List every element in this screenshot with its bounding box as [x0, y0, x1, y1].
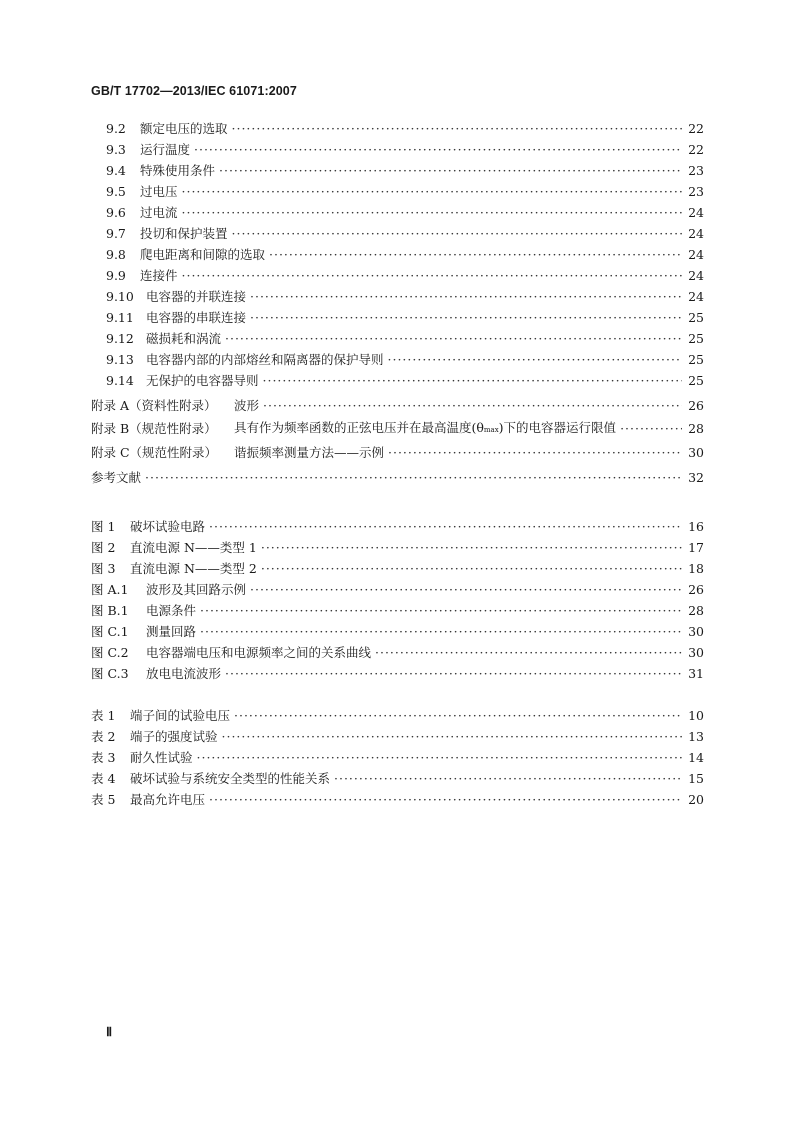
toc-entry-page: 26 [688, 398, 704, 413]
toc-entry-number: 9.10 [106, 289, 134, 304]
toc-entry-number: 9.11 [106, 310, 134, 325]
toc-leader-dots [222, 726, 682, 747]
toc-entry-figure[interactable] [0, 558, 794, 579]
toc-entry-annex[interactable] [0, 395, 794, 416]
toc-entry-number: 表 2 [91, 729, 116, 744]
toc-entry-number: 9.13 [106, 352, 134, 367]
toc-leader-dots [232, 223, 682, 244]
page-number-footer: Ⅱ [106, 1025, 113, 1039]
toc-entry-number: 图 1 [91, 519, 116, 534]
toc-entry-page: 24 [688, 226, 704, 241]
toc-entry-number: 图 B.1 [91, 603, 129, 618]
toc-leader-dots [250, 307, 682, 328]
toc-entry-number: 图 3 [91, 561, 116, 576]
toc-leader-dots [261, 537, 682, 558]
toc-leader-dots [209, 789, 682, 810]
toc-entry-number: 9.3 [106, 142, 126, 157]
toc-entry-number: 图 C.1 [91, 624, 129, 639]
toc-entry-title: 破坏试验与系统安全类型的性能关系 [130, 771, 331, 786]
toc-entry-number: 9.12 [106, 331, 134, 346]
toc-leader-dots [388, 442, 682, 463]
toc-entry-table[interactable] [0, 789, 794, 810]
toc-entry-page: 30 [688, 445, 704, 460]
toc-entry-number: 附录 C（规范性附录） [91, 445, 218, 460]
toc-entry-annex[interactable] [0, 418, 794, 439]
toc-entry-figure[interactable] [0, 600, 794, 621]
toc-entry-title: 电容器的串联连接 [146, 310, 247, 325]
toc-entry-page: 30 [688, 645, 704, 660]
toc-entry-title: 过电压 [140, 184, 178, 199]
toc-entry-page: 10 [688, 708, 704, 723]
toc-entry[interactable] [0, 160, 794, 181]
toc-leader-dots [225, 328, 682, 349]
toc-entry-page: 13 [688, 729, 704, 744]
toc-entry-number: 9.9 [106, 268, 126, 283]
toc-entry-page: 20 [688, 792, 704, 807]
toc-leader-dots [182, 181, 682, 202]
toc-entry-number: 9.14 [106, 373, 134, 388]
toc-entry-page: 22 [688, 121, 704, 136]
toc-leader-dots [269, 244, 682, 265]
toc-leader-dots [250, 286, 682, 307]
toc-entry-number: 附录 A（资料性附录） [91, 398, 217, 413]
toc-entry-title: 特殊使用条件 [140, 163, 216, 178]
toc-entry-number: 图 2 [91, 540, 116, 555]
toc-entry-title: 耐久性试验 [130, 750, 193, 765]
toc-entry-title: 端子间的试验电压 [130, 708, 231, 723]
toc-leader-dots [145, 467, 682, 488]
toc-entry-number: 附录 B（规范性附录） [91, 421, 217, 436]
toc-entry-number: 9.6 [106, 205, 126, 220]
toc-entry-annex[interactable] [0, 442, 794, 463]
toc-entry[interactable] [0, 328, 794, 349]
toc-entry-title: 电容器的并联连接 [146, 289, 247, 304]
toc-leader-dots [232, 118, 682, 139]
toc-entry-page: 30 [688, 624, 704, 639]
toc-entry[interactable] [0, 118, 794, 139]
toc-leader-dots [261, 558, 682, 579]
toc-leader-dots [182, 202, 682, 223]
toc-entry-number: 表 4 [91, 771, 116, 786]
toc-entry-page: 16 [688, 519, 704, 534]
toc-entry-page: 25 [688, 373, 704, 388]
toc-entry-figure[interactable] [0, 621, 794, 642]
toc-entry-number: 表 3 [91, 750, 116, 765]
toc-entry-page: 25 [688, 331, 704, 346]
toc-entry-figure[interactable] [0, 642, 794, 663]
toc-entry-title: 参考文献 [91, 470, 142, 485]
toc-entry-page: 24 [688, 205, 704, 220]
toc-entry-page: 17 [688, 540, 704, 555]
toc-leader-dots [194, 139, 682, 160]
toc-entry-table[interactable] [0, 726, 794, 747]
toc-leader-dots [375, 642, 682, 663]
toc-entry-page: 28 [688, 421, 704, 436]
toc-entry-page: 26 [688, 582, 704, 597]
toc-entry-title: 投切和保护装置 [140, 226, 228, 241]
toc-entry-page: 24 [688, 268, 704, 283]
toc-entry-title: 额定电压的选取 [140, 121, 228, 136]
toc-leader-dots [263, 370, 682, 391]
toc-entry-table[interactable] [0, 768, 794, 789]
toc-entry-page: 25 [688, 310, 704, 325]
toc-entry[interactable] [0, 286, 794, 307]
toc-entry-table[interactable] [0, 705, 794, 726]
toc-entry[interactable] [0, 244, 794, 265]
toc-entry[interactable] [0, 307, 794, 328]
toc-entry-figure[interactable] [0, 579, 794, 600]
toc-entry-title: 爬电距离和间隙的选取 [140, 247, 266, 262]
toc-entry-number: 9.7 [106, 226, 126, 241]
toc-entry-number: 表 1 [91, 708, 116, 723]
toc-entry[interactable] [0, 349, 794, 370]
toc-entry[interactable] [0, 223, 794, 244]
toc-leader-dots [334, 768, 682, 789]
toc-entry-figure[interactable] [0, 537, 794, 558]
toc-entry-figure[interactable] [0, 516, 794, 537]
toc-entry-page: 24 [688, 247, 704, 262]
toc-entry-page: 23 [688, 184, 704, 199]
toc-leader-dots [209, 516, 682, 537]
toc-leader-dots [620, 418, 682, 439]
toc-entry-number: 9.2 [106, 121, 126, 136]
toc-entry-title: 磁损耗和涡流 [146, 331, 222, 346]
toc-entry[interactable] [0, 202, 794, 223]
toc-entry-title: 谐振频率测量方法——示例 [234, 445, 385, 460]
toc-entry[interactable] [0, 265, 794, 286]
toc-entry-title: 测量回路 [146, 624, 197, 639]
toc-entry-figure[interactable] [0, 663, 794, 684]
toc-entry-title: 波形 [234, 398, 260, 413]
toc-entry-number: 表 5 [91, 792, 116, 807]
toc-entry-table[interactable] [0, 747, 794, 768]
toc-entry-title: 破坏试验电路 [130, 519, 206, 534]
toc-entry-page: 14 [688, 750, 704, 765]
toc-entry-page: 28 [688, 603, 704, 618]
toc-leader-dots [263, 395, 682, 416]
toc-entry-number: 图 C.3 [91, 666, 129, 681]
toc-entry-title: 端子的强度试验 [130, 729, 218, 744]
toc-entry[interactable] [0, 370, 794, 391]
toc-entry-page: 25 [688, 352, 704, 367]
toc-entry-title: 过电流 [140, 205, 178, 220]
toc-entry-title: 具有作为频率函数的正弦电压并在最高温度(θmax)下的电容器运行限值 [234, 419, 617, 435]
standard-code-header: GB/T 17702—2013/IEC 61071:2007 [91, 84, 297, 98]
toc-entry-page: 31 [688, 666, 704, 681]
toc-entry-number: 图 A.1 [91, 582, 129, 597]
toc-entry-title: 直流电源 N——类型 1 [130, 540, 257, 555]
toc-leader-dots [182, 265, 682, 286]
toc-leader-dots [225, 663, 682, 684]
toc-entry-title: 最高允许电压 [130, 792, 206, 807]
toc-entry-title: 电容器内部的内部熔丝和隔离器的保护导则 [146, 352, 384, 367]
toc-entry-page: 23 [688, 163, 704, 178]
toc-entry-page: 18 [688, 561, 704, 576]
toc-entry-page: 22 [688, 142, 704, 157]
toc-entry-title: 无保护的电容器导则 [146, 373, 259, 388]
toc-entry-number: 9.8 [106, 247, 126, 262]
toc-entry-number: 图 C.2 [91, 645, 129, 660]
toc-entry[interactable] [0, 181, 794, 202]
toc-entry-title: 运行温度 [140, 142, 191, 157]
toc-entry-page: 15 [688, 771, 704, 786]
toc-entry[interactable] [0, 139, 794, 160]
toc-entry-number: 9.5 [106, 184, 126, 199]
toc-entry-title: 直流电源 N——类型 2 [130, 561, 257, 576]
toc-leader-dots [234, 705, 682, 726]
toc-entry-page: 24 [688, 289, 704, 304]
toc-entry-page: 32 [688, 470, 704, 485]
toc-entry-title: 电源条件 [146, 603, 197, 618]
toc-leader-dots [200, 621, 682, 642]
toc-leader-dots [200, 600, 682, 621]
toc-entry-bibliography[interactable] [0, 467, 794, 488]
toc-leader-dots [219, 160, 682, 181]
toc-leader-dots [250, 579, 682, 600]
toc-entry-title: 连接件 [140, 268, 178, 283]
toc-entry-title: 电容器端电压和电源频率之间的关系曲线 [146, 645, 372, 660]
toc-leader-dots [197, 747, 682, 768]
toc-entry-number: 9.4 [106, 163, 126, 178]
toc-entry-title: 波形及其回路示例 [146, 582, 247, 597]
toc-entry-title: 放电电流波形 [146, 666, 222, 681]
toc-leader-dots [388, 349, 682, 370]
